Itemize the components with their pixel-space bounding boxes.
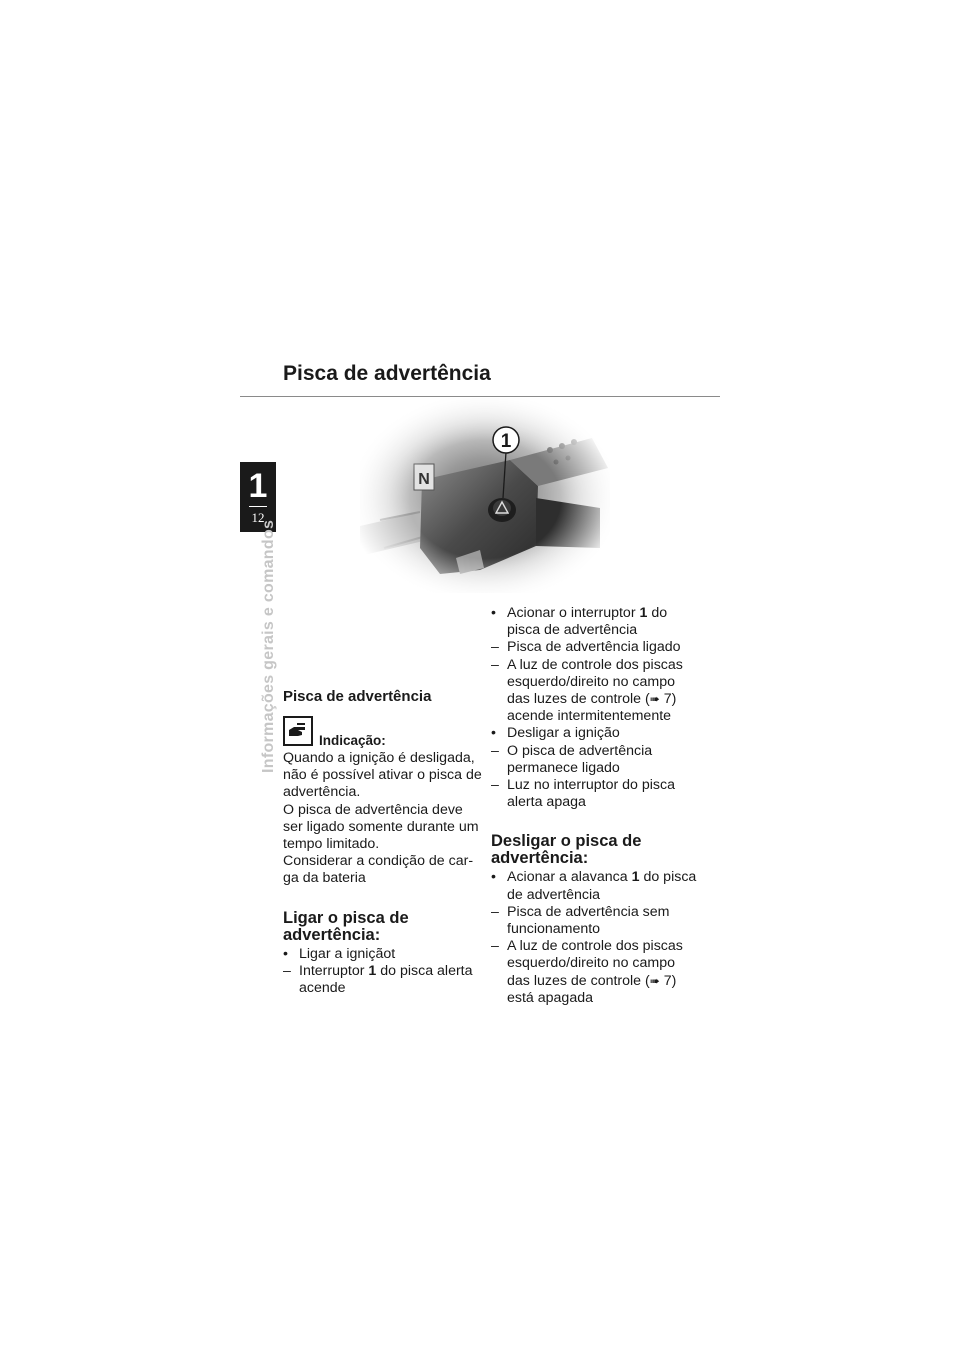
section-divider [240,396,720,397]
list-item [491,938,701,1007]
dash-marker: – [491,742,499,759]
chapter-side-label-text: Informações gerais e comandos [260,519,277,773]
right-column [491,605,701,1007]
list-item [491,777,701,811]
list-item-text: Desligar a ignição [507,725,620,742]
left-heading: Pisca de advertência [283,688,432,705]
subheading-line: advertência: [491,849,589,868]
dash-marker: – [491,777,499,794]
list-item-text: Acionar o interruptor [507,605,640,621]
list-item [491,639,701,656]
bullet-marker: • [283,945,288,962]
list-item [491,743,701,777]
list-item [283,963,483,997]
note-line: ser ligado somente durante um [283,818,479,835]
dash-marker: – [491,903,499,920]
chapter-side-label [260,295,278,773]
list-item-text: Acionar a alavanca [507,869,632,886]
subheading [283,910,483,944]
list-item-text: A luz de controle dos piscas esquerdo/direito no campo das luzes de controle ( [507,656,683,708]
dash-marker: – [491,938,499,955]
page-number: 12 [251,510,265,525]
notice-block [283,716,483,750]
page-reference-arrow-icon: ➠ [649,973,660,988]
list-item [491,725,701,742]
page-reference-arrow-icon: ➠ [649,692,660,707]
dash-marker: – [491,656,499,673]
list-item-text: do pisca alerta acende [299,962,473,997]
note-line: não é possível ativar o pisca de [283,767,482,784]
list-item-text: Ligar a igniçãot [299,945,396,962]
subheading [491,833,701,867]
list-item [491,904,701,938]
list-item [491,605,701,639]
left-column [283,688,483,997]
notice-hand-icon [283,716,313,746]
callout-number: 1 [500,431,512,452]
note-line: tempo limitado. [283,836,380,853]
subheading-line: Ligar o pisca de [283,908,409,927]
subheading-line: Desligar o pisca de [491,832,642,851]
note-line: O pisca de advertência deve [283,801,463,818]
list-item-text: Interruptor [299,962,369,979]
list-item-text: A luz de controle dos piscas esquerdo/direito no campo das luzes de controle ( [507,938,683,989]
list-item-text: do pisca de advertência [507,869,697,903]
list-item [283,946,483,963]
note-line: Considerar a condição de car- [283,853,474,870]
dash-marker: – [283,962,291,979]
list-item-text: O pisca de advertência permanece ligado [507,742,653,776]
list-item [491,869,701,903]
list-item-text: Pisca de advertência sem funcionamento [507,903,670,938]
list-item-text: 7) está apagada [507,972,677,1006]
list-item-text: 7) acende intermitentemente [507,691,677,725]
reference-number: 1 [368,962,377,979]
notice-label: Indicação: [319,733,386,748]
list-item-text: Pisca de advertência ligado [507,639,681,656]
list-item [491,657,701,726]
list-item-text: do pisca de advertência [507,605,668,639]
note-line: ga da bateria [283,870,366,887]
note-line: advertência. [283,784,361,801]
note-line: Quando a ignição é desligada, [283,750,475,766]
bullet-marker: • [491,725,496,742]
reference-number: 1 [631,869,640,886]
dash-marker: – [491,639,499,656]
bullet-marker: • [491,869,496,886]
hazard-switch-illustration [360,398,610,593]
section-title: Pisca de advertência [283,362,491,385]
reference-number: 1 [639,605,648,621]
bullet-marker: • [491,605,496,621]
subheading-line: advertência: [283,925,381,944]
chapter-number: 1 [248,467,268,505]
list-item-text: Luz no interruptor do pisca alerta apaga [507,777,675,811]
